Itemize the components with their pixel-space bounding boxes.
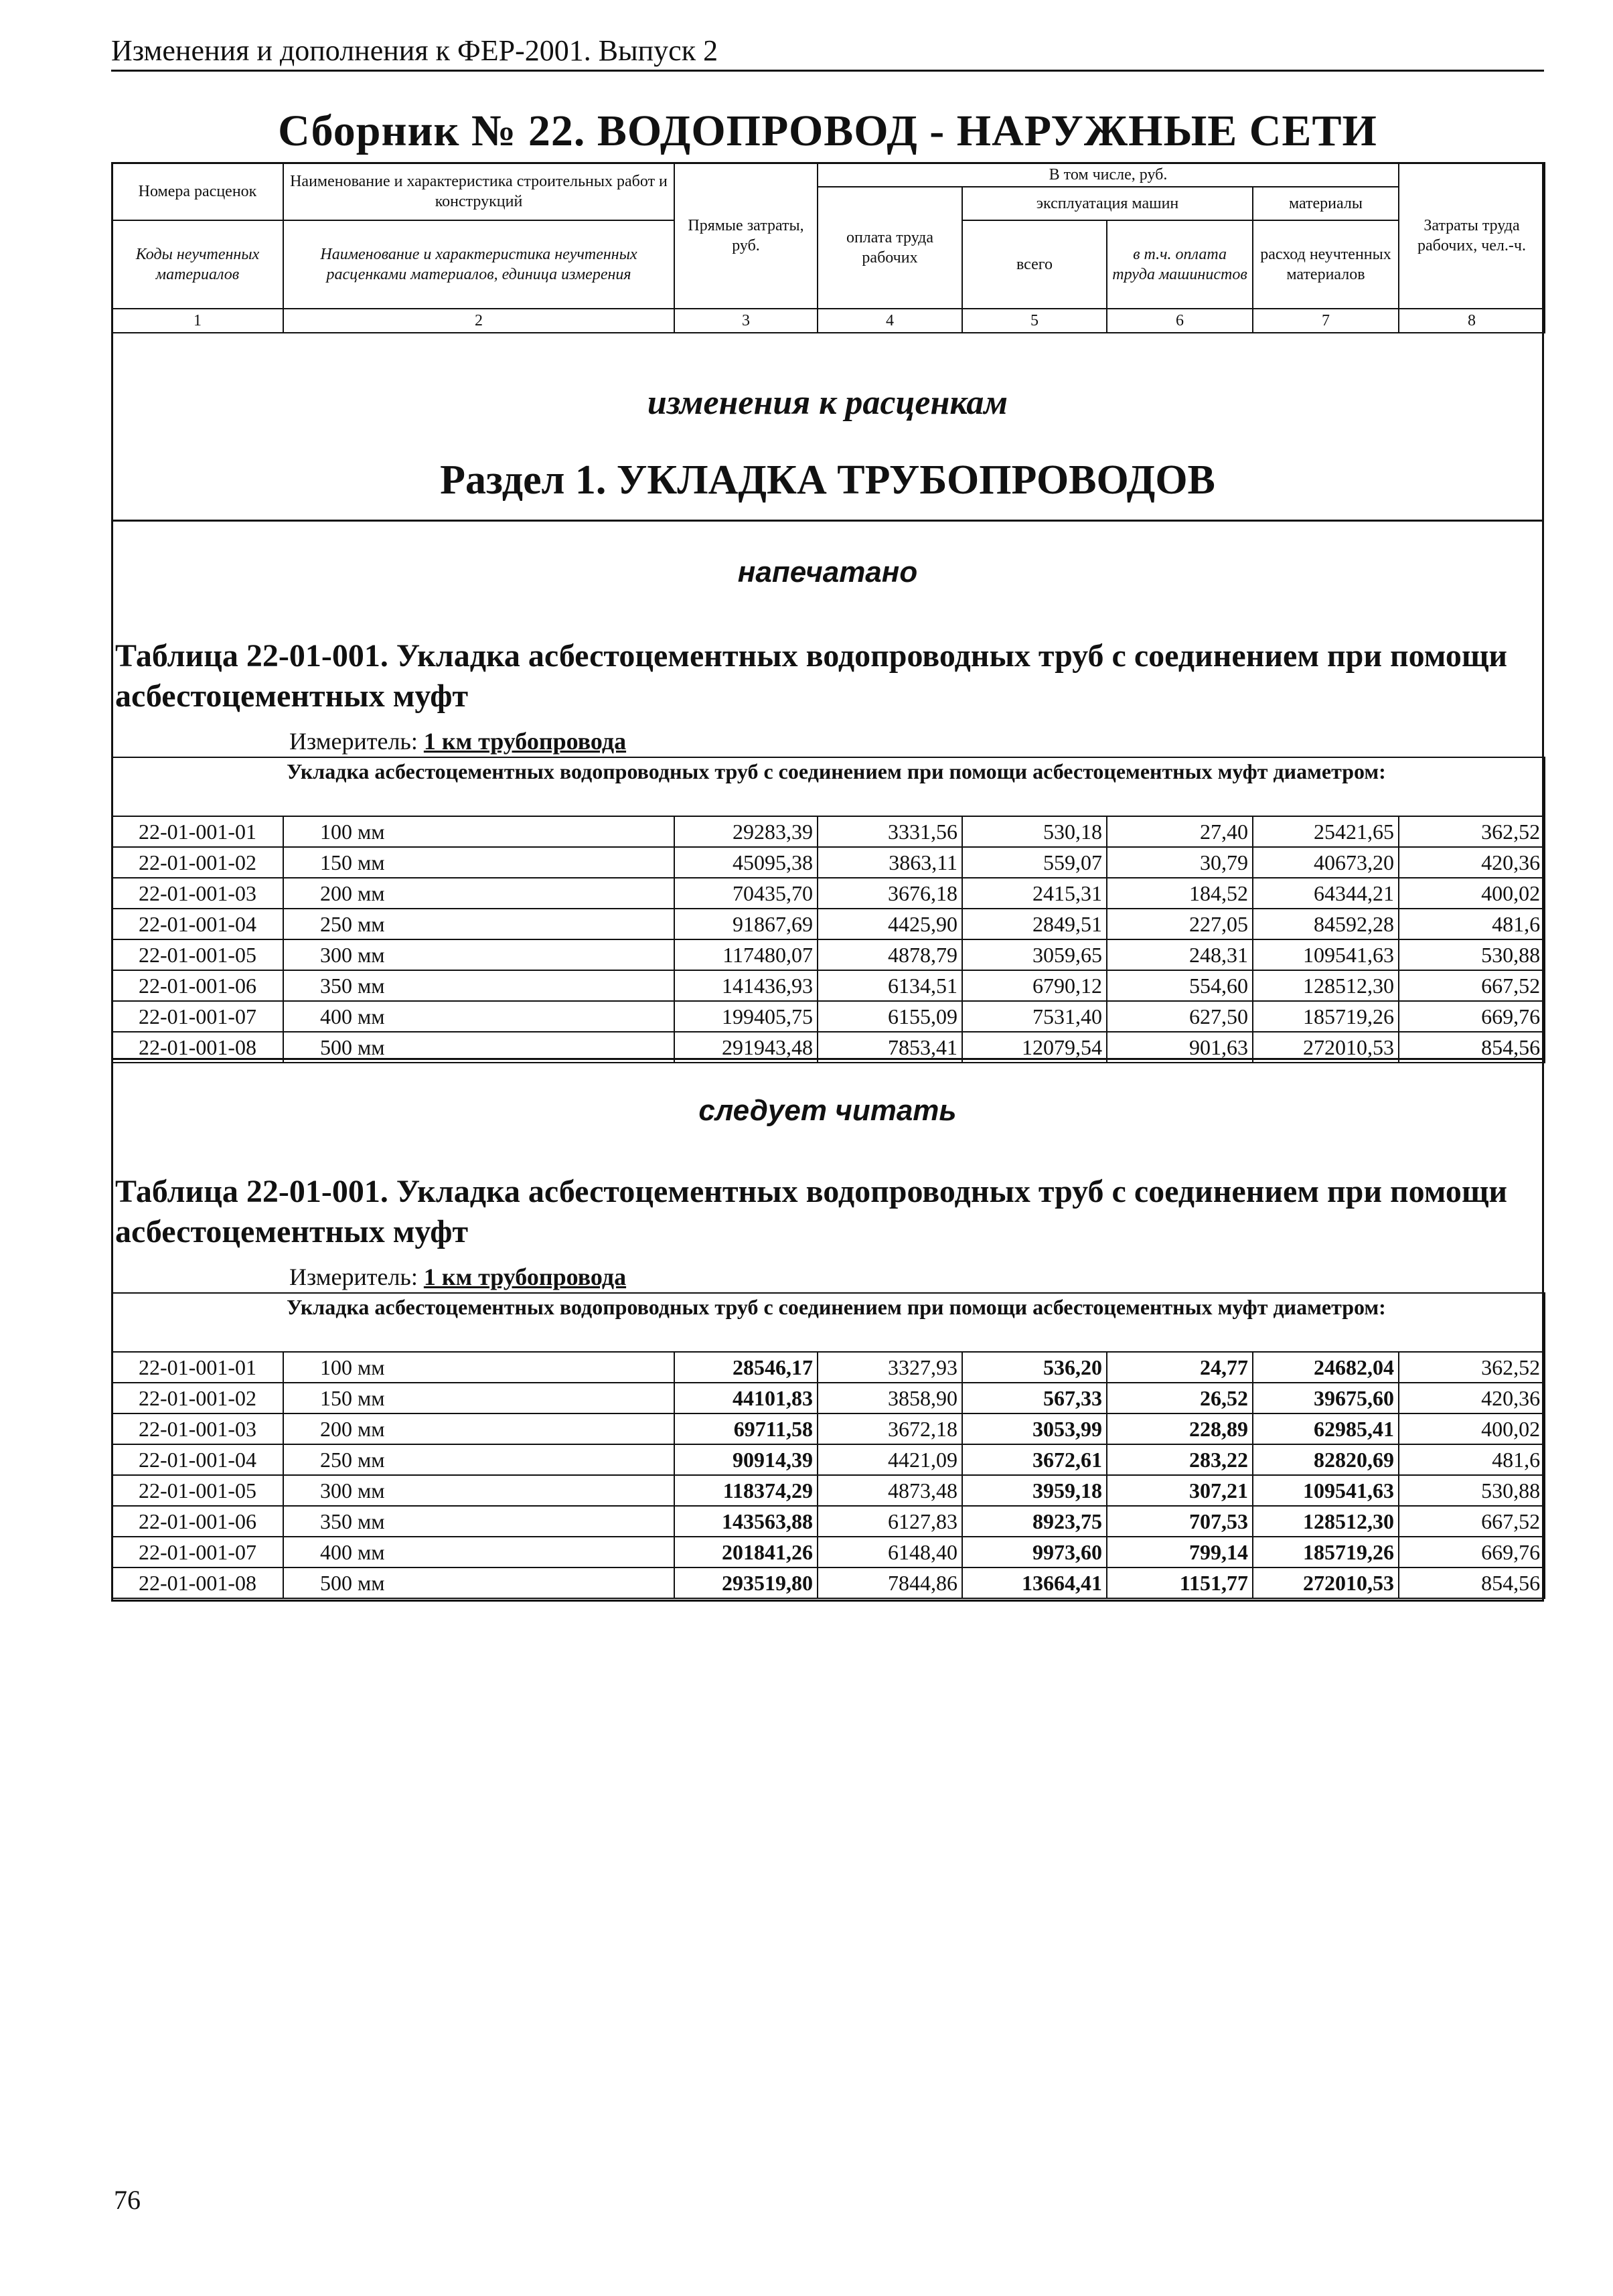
cell-materials: 24682,04	[1253, 1352, 1399, 1383]
cell-materials: 84592,28	[1253, 909, 1399, 939]
cell-code: 22-01-001-02	[112, 847, 283, 878]
cell-wages: 3676,18	[818, 878, 962, 909]
changes-heading: изменения к расценкам	[647, 384, 1008, 422]
col-number: 7	[1253, 309, 1399, 333]
table-row	[112, 1475, 1545, 1506]
header-machines: эксплуатация машин	[962, 187, 1253, 220]
cell-labor: 854,56	[1399, 1032, 1545, 1063]
cell-mach: 7531,40	[962, 1001, 1107, 1032]
cell-direct: 199405,75	[674, 1001, 818, 1032]
cell-name: 250 мм	[283, 909, 674, 939]
cell-materials: 64344,21	[1253, 878, 1399, 909]
cell-materials: 82820,69	[1253, 1444, 1399, 1475]
cell-mach-wages: 1151,77	[1107, 1567, 1253, 1598]
col-number: 8	[1399, 309, 1545, 333]
cell-mach: 559,07	[962, 847, 1107, 878]
cell-wages: 4873,48	[818, 1475, 962, 1506]
table-row	[112, 1444, 1545, 1475]
cell-mach-wages: 307,21	[1107, 1475, 1253, 1506]
cell-name: 400 мм	[283, 1001, 674, 1032]
cell-wages: 3672,18	[818, 1413, 962, 1444]
cell-name: 350 мм	[283, 970, 674, 1001]
section-title: Раздел 1. УКЛАДКА ТРУБОПРОВОДОВ	[440, 457, 1215, 503]
header-including: В том числе, руб.	[818, 163, 1399, 187]
col-number: 2	[283, 309, 674, 333]
cell-mach: 3059,65	[962, 939, 1107, 970]
cell-labor: 400,02	[1399, 1413, 1545, 1444]
cell-mach: 567,33	[962, 1383, 1107, 1413]
cell-name: 500 мм	[283, 1032, 674, 1063]
cell-direct: 118374,29	[674, 1475, 818, 1506]
header-machines-total: всего	[962, 220, 1107, 309]
page-title: Сборник № 22. ВОДОПРОВОД - НАРУЖНЫЕ СЕТИ	[278, 106, 1377, 155]
cell-name: 150 мм	[283, 847, 674, 878]
cell-labor: 481,6	[1399, 1444, 1545, 1475]
cell-labor: 530,88	[1399, 939, 1545, 970]
measure-unit: 1 км трубопровода	[423, 728, 627, 755]
header-machines-wages: в т.ч. оплата труда машинистов	[1107, 220, 1253, 309]
cell-direct: 29283,39	[674, 816, 818, 847]
cell-mach: 12079,54	[962, 1032, 1107, 1063]
cell-mach-wages: 24,77	[1107, 1352, 1253, 1383]
cell-direct: 141436,93	[674, 970, 818, 1001]
cell-mach-wages: 27,40	[1107, 816, 1253, 847]
cell-labor: 362,52	[1399, 1352, 1545, 1383]
cell-direct: 69711,58	[674, 1413, 818, 1444]
cell-name: 100 мм	[283, 816, 674, 847]
header-labor: Затраты труда рабочих, чел.-ч.	[1399, 163, 1545, 309]
cell-mach-wages: 283,22	[1107, 1444, 1253, 1475]
cell-direct: 90914,39	[674, 1444, 818, 1475]
cell-mach: 2415,31	[962, 878, 1107, 909]
cell-name: 350 мм	[283, 1506, 674, 1537]
cell-wages: 4425,90	[818, 909, 962, 939]
cell-mach-wages: 184,52	[1107, 878, 1253, 909]
cell-wages: 4421,09	[818, 1444, 962, 1475]
cell-wages: 3858,90	[818, 1383, 962, 1413]
table-row	[112, 1352, 1545, 1383]
divider	[111, 520, 1544, 522]
header-direct-costs: Прямые затраты, руб.	[674, 163, 818, 309]
cell-name: 200 мм	[283, 878, 674, 909]
cell-labor: 854,56	[1399, 1567, 1545, 1598]
cell-labor: 420,36	[1399, 1383, 1545, 1413]
col-number: 6	[1107, 309, 1253, 333]
cell-mach-wages: 228,89	[1107, 1413, 1253, 1444]
corrected-rates-table	[111, 1292, 1545, 1599]
cell-mach-wages: 554,60	[1107, 970, 1253, 1001]
cell-code: 22-01-001-04	[112, 909, 283, 939]
cell-wages: 7844,86	[818, 1567, 962, 1598]
cell-mach: 536,20	[962, 1352, 1107, 1383]
cell-code: 22-01-001-06	[112, 970, 283, 1001]
cell-mach: 13664,41	[962, 1567, 1107, 1598]
cell-labor: 667,52	[1399, 970, 1545, 1001]
table-row	[112, 909, 1545, 939]
cell-code: 22-01-001-08	[112, 1032, 283, 1063]
cell-code: 22-01-001-07	[112, 1537, 283, 1567]
cell-materials: 185719,26	[1253, 1001, 1399, 1032]
measure-corrected	[289, 1263, 626, 1291]
cell-mach: 3959,18	[962, 1475, 1107, 1506]
cell-mach-wages: 707,53	[1107, 1506, 1253, 1537]
cell-materials: 39675,60	[1253, 1383, 1399, 1413]
cell-name: 100 мм	[283, 1352, 674, 1383]
cell-code: 22-01-001-02	[112, 1383, 283, 1413]
cell-mach: 8923,75	[962, 1506, 1107, 1537]
table-row	[112, 1413, 1545, 1444]
cell-materials: 272010,53	[1253, 1032, 1399, 1063]
header-wages: оплата труда рабочих	[818, 187, 962, 309]
cell-labor: 667,52	[1399, 1506, 1545, 1537]
cell-wages: 6148,40	[818, 1537, 962, 1567]
cell-direct: 143563,88	[674, 1506, 818, 1537]
cell-direct: 293519,80	[674, 1567, 818, 1598]
cell-code: 22-01-001-04	[112, 1444, 283, 1475]
table-row	[112, 1506, 1545, 1537]
cell-wages: 6155,09	[818, 1001, 962, 1032]
table-row	[112, 1537, 1545, 1567]
cell-direct: 201841,26	[674, 1537, 818, 1567]
cell-wages: 7853,41	[818, 1032, 962, 1063]
cell-name: 150 мм	[283, 1383, 674, 1413]
cell-wages: 4878,79	[818, 939, 962, 970]
cell-direct: 291943,48	[674, 1032, 818, 1063]
column-header-table	[111, 162, 1545, 333]
header-rate-numbers: Номера расценок	[112, 163, 283, 220]
cell-code: 22-01-001-08	[112, 1567, 283, 1598]
cell-wages: 6134,51	[818, 970, 962, 1001]
cell-materials: 272010,53	[1253, 1567, 1399, 1598]
cell-labor: 669,76	[1399, 1001, 1545, 1032]
cell-wages: 3331,56	[818, 816, 962, 847]
cell-labor: 481,6	[1399, 909, 1545, 939]
printed-marker: напечатано	[737, 556, 918, 589]
cell-direct: 45095,38	[674, 847, 818, 878]
cell-code: 22-01-001-01	[112, 816, 283, 847]
cell-name: 300 мм	[283, 939, 674, 970]
cell-mach: 3053,99	[962, 1413, 1107, 1444]
col-number: 4	[818, 309, 962, 333]
cell-mach-wages: 901,63	[1107, 1032, 1253, 1063]
cell-labor: 362,52	[1399, 816, 1545, 847]
cell-mach: 6790,12	[962, 970, 1107, 1001]
cell-materials: 128512,30	[1253, 1506, 1399, 1537]
cell-mach-wages: 799,14	[1107, 1537, 1253, 1567]
header-work-name: Наименование и характеристика строительных работ и конструкций	[283, 163, 674, 220]
header-unaccounted-name: Наименование и характеристика неучтенных расценками материалов, единица измерения	[283, 220, 674, 309]
measure-prefix: Измеритель:	[289, 1264, 424, 1290]
cell-code: 22-01-001-01	[112, 1352, 283, 1383]
measure-unit: 1 км трубопровода	[423, 1264, 627, 1290]
group-caption: Укладка асбестоцементных водопроводных труб с соединением при помощи асбестоцементных муфт диаметром:	[112, 1293, 1545, 1352]
cell-mach: 2849,51	[962, 909, 1107, 939]
cell-wages: 6127,83	[818, 1506, 962, 1537]
cell-mach-wages: 227,05	[1107, 909, 1253, 939]
cell-mach: 530,18	[962, 816, 1107, 847]
cell-materials: 109541,63	[1253, 939, 1399, 970]
cell-direct: 28546,17	[674, 1352, 818, 1383]
page-number: 76	[114, 2185, 141, 2215]
cell-materials: 25421,65	[1253, 816, 1399, 847]
cell-materials: 128512,30	[1253, 970, 1399, 1001]
cell-mach-wages: 26,52	[1107, 1383, 1253, 1413]
cell-materials: 40673,20	[1253, 847, 1399, 878]
cell-direct: 44101,83	[674, 1383, 818, 1413]
cell-code: 22-01-001-06	[112, 1506, 283, 1537]
running-header: Изменения и дополнения к ФЕР-2001. Выпуск 2	[111, 35, 1544, 72]
cell-name: 250 мм	[283, 1444, 674, 1475]
cell-wages: 3863,11	[818, 847, 962, 878]
divider	[111, 1058, 1544, 1060]
col-number: 5	[962, 309, 1107, 333]
cell-labor: 530,88	[1399, 1475, 1545, 1506]
cell-name: 300 мм	[283, 1475, 674, 1506]
cell-mach: 3672,61	[962, 1444, 1107, 1475]
table-row	[112, 816, 1545, 847]
table-caption-printed: Таблица 22-01-001. Укладка асбестоцементных водопроводных труб с соединением при помощи асбестоцементных муфт	[115, 638, 1507, 714]
cell-materials: 62985,41	[1253, 1413, 1399, 1444]
col-number: 3	[674, 309, 818, 333]
cell-mach-wages: 30,79	[1107, 847, 1253, 878]
cell-direct: 91867,69	[674, 909, 818, 939]
header-materials-extra: расход неучтенных материалов	[1253, 220, 1399, 309]
read-marker: следует читать	[698, 1094, 957, 1127]
cell-name: 200 мм	[283, 1413, 674, 1444]
table-caption-corrected: Таблица 22-01-001. Укладка асбестоцементных водопроводных труб с соединением при помощи асбестоцементных муфт	[115, 1174, 1507, 1249]
cell-name: 400 мм	[283, 1537, 674, 1567]
cell-name: 500 мм	[283, 1567, 674, 1598]
table-row	[112, 1001, 1545, 1032]
cell-mach: 9973,60	[962, 1537, 1107, 1567]
measure-printed	[289, 727, 626, 755]
measure-prefix: Измеритель:	[289, 728, 424, 755]
col-number: 1	[112, 309, 283, 333]
cell-code: 22-01-001-05	[112, 939, 283, 970]
cell-direct: 70435,70	[674, 878, 818, 909]
header-codes: Коды неучтенных материалов	[112, 220, 283, 309]
cell-labor: 669,76	[1399, 1537, 1545, 1567]
cell-code: 22-01-001-03	[112, 1413, 283, 1444]
table-row	[112, 878, 1545, 909]
printed-rates-table	[111, 757, 1545, 1063]
cell-wages: 3327,93	[818, 1352, 962, 1383]
cell-code: 22-01-001-07	[112, 1001, 283, 1032]
cell-labor: 420,36	[1399, 847, 1545, 878]
cell-direct: 117480,07	[674, 939, 818, 970]
cell-mach-wages: 627,50	[1107, 1001, 1253, 1032]
cell-labor: 400,02	[1399, 878, 1545, 909]
cell-mach-wages: 248,31	[1107, 939, 1253, 970]
cell-code: 22-01-001-05	[112, 1475, 283, 1506]
table-row	[112, 1567, 1545, 1598]
table-row	[112, 847, 1545, 878]
cell-code: 22-01-001-03	[112, 878, 283, 909]
table-row	[112, 939, 1545, 970]
header-materials: материалы	[1253, 187, 1399, 220]
table-row	[112, 970, 1545, 1001]
table-row	[112, 1383, 1545, 1413]
cell-materials: 185719,26	[1253, 1537, 1399, 1567]
group-caption: Укладка асбестоцементных водопроводных труб с соединением при помощи асбестоцементных муфт диаметром:	[112, 757, 1545, 816]
cell-materials: 109541,63	[1253, 1475, 1399, 1506]
